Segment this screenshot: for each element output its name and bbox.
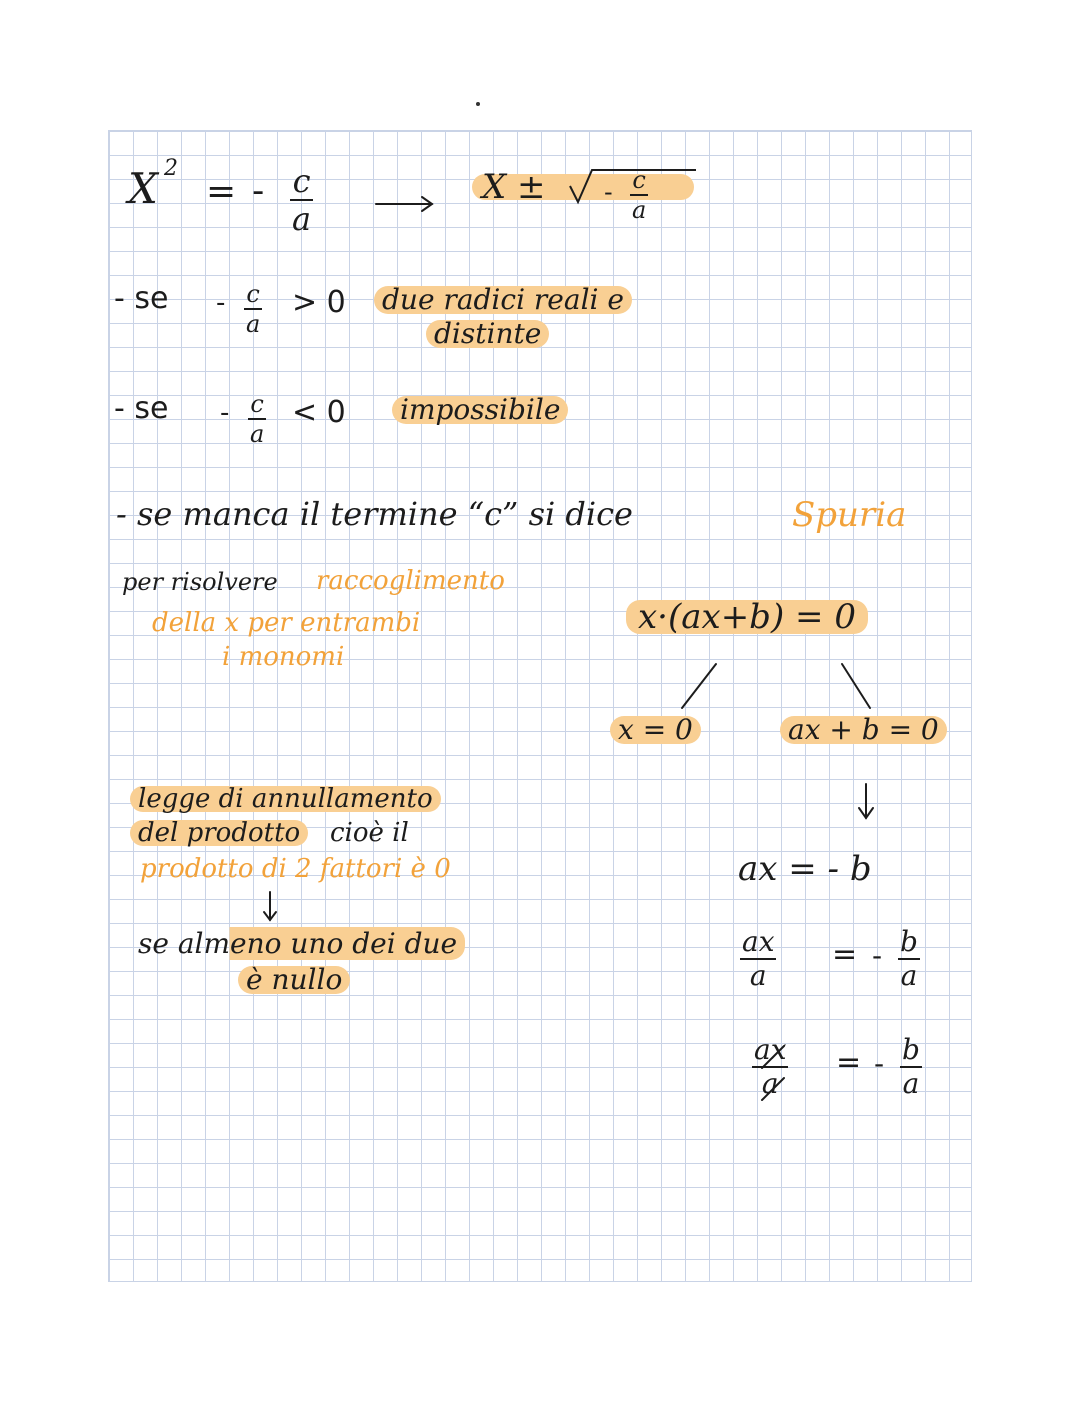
fraction-denominator: a	[246, 310, 261, 338]
branch-left: x = 0	[610, 716, 701, 744]
case-prefix: - se	[114, 281, 169, 316]
case-fraction	[248, 392, 266, 446]
case-relation: > 0	[292, 285, 346, 320]
case-result-line2: distinte	[426, 320, 549, 348]
case-minus: -	[220, 398, 230, 428]
case-fraction	[244, 282, 262, 336]
fraction-denominator: a	[761, 1067, 779, 1100]
formula-lhs: X	[128, 164, 158, 213]
solve-step-2-fraction	[740, 925, 776, 992]
fraction-numerator: c	[250, 390, 264, 418]
fraction-denominator: a	[632, 196, 647, 224]
solve-step-3-equals: =	[836, 1045, 862, 1080]
solve-step-3-rhs	[900, 1033, 922, 1100]
result-root-minus: -	[604, 178, 613, 206]
case-prefix: - se	[114, 391, 169, 426]
case-relation: < 0	[292, 395, 346, 430]
fraction-denominator: a	[292, 200, 312, 238]
arrow-right-icon	[374, 194, 438, 214]
method-keyword: raccoglimento	[316, 566, 505, 596]
law-line2-highlight: del prodotto	[130, 820, 308, 846]
solve-step-3-minus: -	[874, 1047, 885, 1080]
case-spuria-keyword: Spuria	[792, 495, 907, 535]
fraction-denominator: a	[900, 959, 918, 992]
method-line2: della x per entrambi	[152, 608, 421, 638]
result-fraction	[630, 168, 648, 222]
result-prefix: X ±	[482, 167, 546, 207]
law-line3: prodotto di 2 fattori è 0	[140, 854, 451, 884]
method-prefix: per risolvere	[122, 568, 278, 596]
solve-step-2-equals: =	[832, 937, 858, 972]
formula-exponent: 2	[164, 156, 178, 181]
branch-lines-icon	[676, 656, 876, 716]
method-line3: i monomi	[222, 642, 345, 672]
case-spuria-text: - se manca il termine “c” si dice	[116, 495, 633, 533]
law-line4-start	[138, 927, 465, 960]
arrow-down-icon	[856, 782, 876, 822]
case-result: impossibile	[392, 396, 568, 424]
case-result-line1: due radici reali e	[374, 286, 632, 314]
fraction-denominator: a	[902, 1067, 920, 1100]
formula-result	[472, 166, 710, 224]
fraction-denominator: a	[749, 959, 767, 992]
branch-right: ax + b = 0	[780, 716, 947, 744]
fraction-numerator: c	[246, 280, 260, 308]
solve-step-2-minus: -	[872, 939, 883, 972]
page-mark	[476, 102, 480, 106]
fraction-denominator: a	[250, 420, 265, 448]
formula-minus: -	[252, 171, 265, 211]
fraction-numerator: ax	[754, 1033, 787, 1066]
law-line4: se almeno uno dei due	[138, 927, 465, 960]
fraction-numerator: c	[632, 166, 646, 194]
law-line2-rest: cioè il	[330, 818, 409, 848]
law-line1: legge di annullamento	[130, 786, 441, 812]
formula-fraction	[290, 162, 313, 238]
case-minus: -	[216, 288, 226, 318]
formula-equals: =	[206, 171, 237, 212]
fraction-numerator: b	[900, 925, 918, 958]
solve-step-2-rhs	[898, 925, 920, 992]
cancel-strike-icon	[752, 1033, 788, 1106]
arrow-down-icon	[260, 890, 280, 924]
fraction-numerator: ax	[742, 925, 775, 958]
fraction-numerator: c	[292, 162, 311, 200]
solve-step-1: ax = - b	[738, 849, 872, 889]
factorization-equation: x·(ax+b) = 0	[626, 600, 868, 634]
fraction-numerator: b	[902, 1033, 920, 1066]
law-line5: è nullo	[238, 966, 350, 994]
